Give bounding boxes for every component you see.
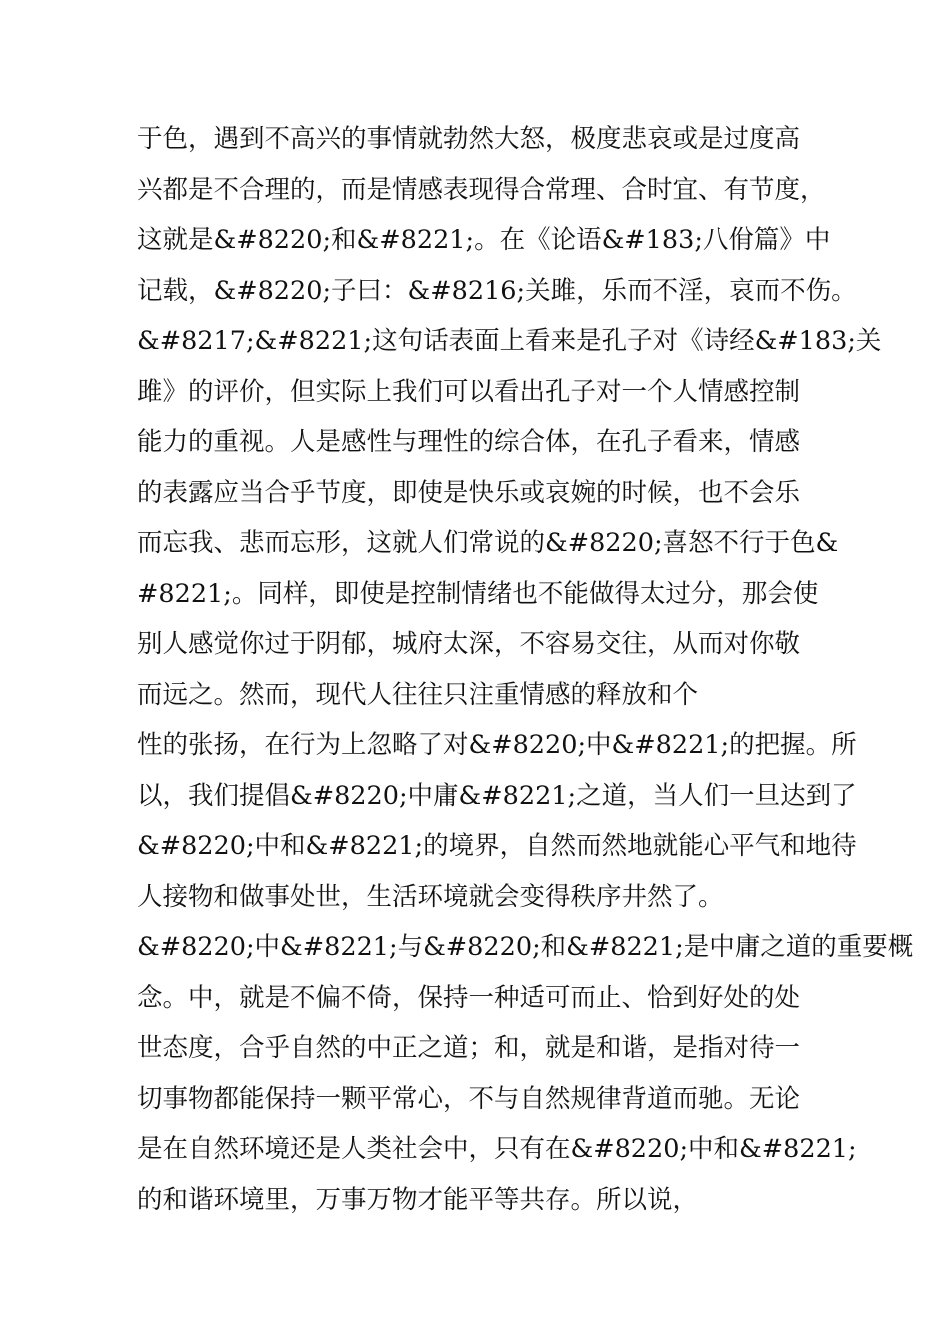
text-line: 人接物和做事处世，生活环境就会变得秩序井然了。 <box>137 881 724 912</box>
body-text <box>137 114 914 1225</box>
text-line: 切事物都能保持一颗平常心，不与自然规律背道而驰。无论 <box>137 1083 801 1114</box>
text-line: &#8220;中&#8221;与&#8220;和&#8221;是中庸之道的重要概 <box>137 932 914 962</box>
text-line: 能力的重视。人是感性与理性的综合体，在孔子看来，情感 <box>137 427 801 457</box>
text-line: 而忘我、悲而忘形，这就人们常说的&#8220;喜怒不行于色& <box>137 528 839 558</box>
text-line: 性的张扬，在行为上忽略了对&#8220;中&#8221;的把握。所 <box>137 730 857 760</box>
text-line: 而远之。然而，现代人往往只注重情感的释放和个 <box>137 679 699 710</box>
text-line: 别人感觉你过于阴郁，城府太深，不容易交往，从而对你敬 <box>137 629 801 659</box>
text-line: 雎》的评价，但实际上我们可以看出孔子对一个人情感控制 <box>137 376 801 407</box>
text-line: 是在自然环境还是人类社会中，只有在&#8220;中和&#8221; <box>137 1134 857 1164</box>
text-line: 这就是&#8220;和&#8221;。在《论语&#183;八佾篇》中 <box>137 225 831 255</box>
text-line: 于色，遇到不高兴的事情就勃然大怒，极度悲哀或是过度高 <box>137 124 801 154</box>
text-line: #8221;。同样，即使是控制情绪也不能做得太过分，那会使 <box>137 578 819 609</box>
text-line: 世态度，合乎自然的中正之道；和，就是和谐，是指对待一 <box>137 1033 801 1063</box>
text-line: 兴都是不合理的，而是情感表现得合常理、合时宜、有节度， <box>137 174 826 205</box>
text-line: 的表露应当合乎节度，即使是快乐或哀婉的时候，也不会乐 <box>137 477 801 508</box>
text-line: 念。中，就是不偏不倚，保持一种适可而止、恰到好处的处 <box>137 982 801 1013</box>
text-line: 以，我们提倡&#8220;中庸&#8221;之道，当人们一旦达到了 <box>137 780 857 811</box>
text-line: &#8220;中和&#8221;的境界，自然而然地就能心平气和地待 <box>137 831 857 861</box>
text-line: 记载，&#8220;子曰：&#8216;关雎，乐而不淫，哀而不伤。 <box>137 275 857 306</box>
text-line: 的和谐环境里，万事万物才能平等共存。所以说， <box>137 1184 699 1215</box>
text-line: &#8217;&#8221;这句话表面上看来是孔子对《诗经&#183;关 <box>137 326 882 356</box>
